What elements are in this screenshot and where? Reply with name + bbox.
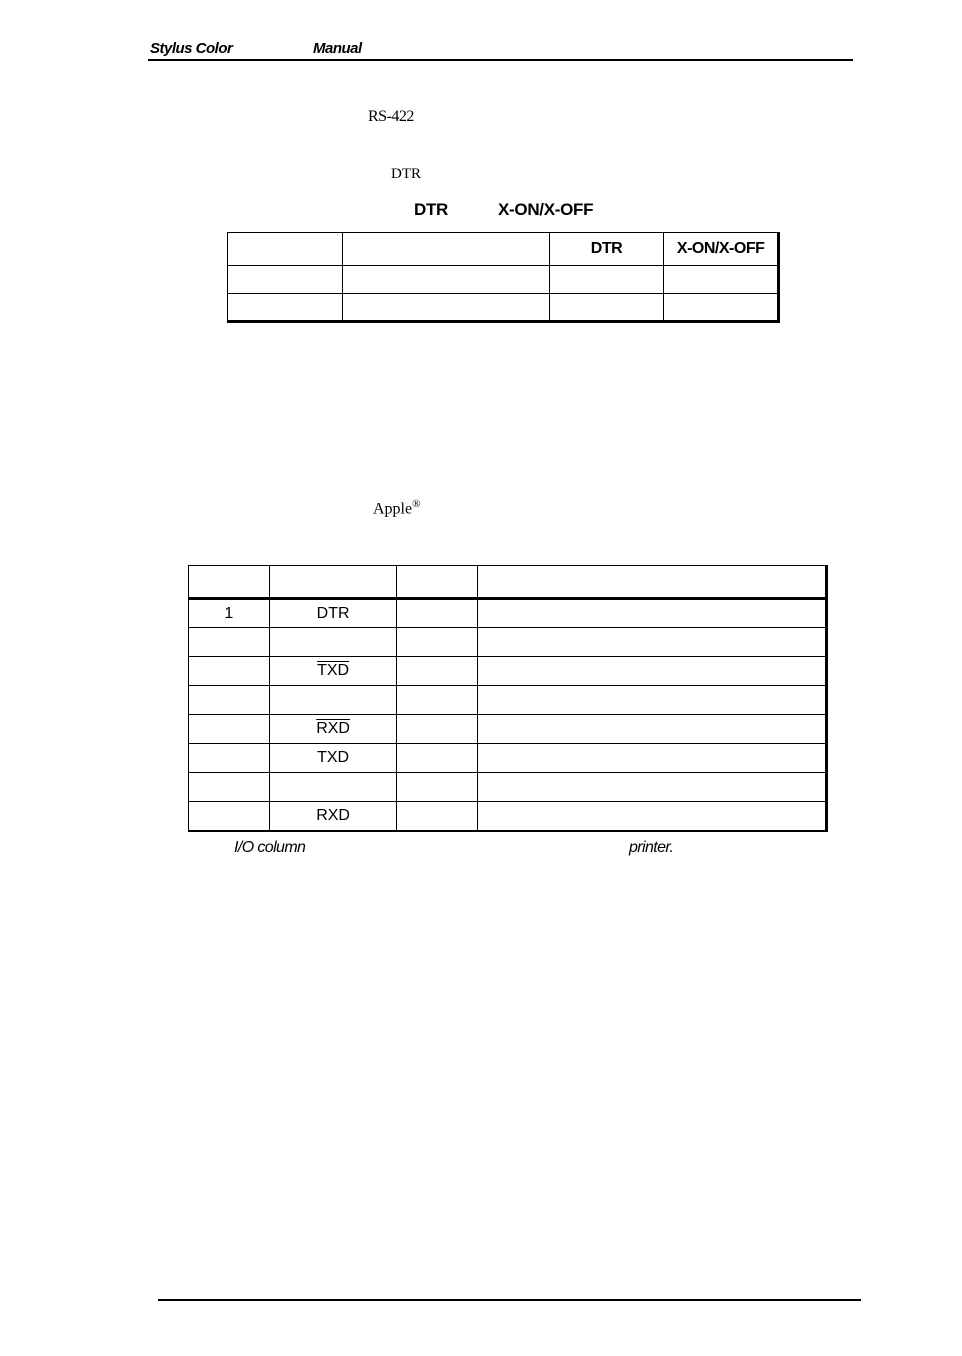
registered-mark: ® (412, 498, 421, 510)
signal-cell: TXD (269, 744, 397, 773)
table-row (228, 266, 779, 294)
table-row (228, 294, 779, 322)
table-cell: DTR (549, 233, 664, 266)
table-cell (664, 294, 779, 322)
signal-cell (269, 715, 397, 744)
desc-cell (478, 744, 827, 773)
pin-cell (189, 628, 270, 657)
pin-cell (189, 773, 270, 802)
table-row (189, 657, 827, 686)
table-row (189, 744, 827, 773)
table-row (189, 802, 827, 831)
io-cell (397, 802, 478, 831)
table-cell (397, 566, 478, 599)
table-cell (549, 266, 664, 294)
io-cell (397, 628, 478, 657)
io-cell (397, 773, 478, 802)
table-row (189, 628, 827, 657)
table-row (189, 773, 827, 802)
table-row (189, 686, 827, 715)
signal-cell (269, 773, 397, 802)
signal-cell (269, 628, 397, 657)
table-row (189, 715, 827, 744)
io-cell (397, 599, 478, 628)
desc-cell (478, 802, 827, 831)
table-row (189, 599, 827, 628)
signal-cell: RXD (269, 802, 397, 831)
io-cell (397, 657, 478, 686)
protocol-table (227, 232, 780, 323)
table-cell (342, 266, 549, 294)
signal-text: $\overline{RXD}$ (316, 720, 350, 737)
header-title-right: Manual (313, 40, 362, 57)
desc-cell (478, 657, 827, 686)
protocol-title-xon: X-ON/X-OFF (498, 200, 594, 219)
table-cell (269, 566, 397, 599)
table-header-row (189, 566, 827, 599)
io-cell (397, 744, 478, 773)
table-cell (189, 566, 270, 599)
table-cell (549, 294, 664, 322)
desc-cell (478, 628, 827, 657)
signal-cell: DTR (269, 599, 397, 628)
table-cell (342, 294, 549, 322)
desc-cell (478, 686, 827, 715)
pin-cell (189, 715, 270, 744)
pin-table (188, 565, 828, 832)
table-cell (228, 233, 343, 266)
io-cell (397, 715, 478, 744)
pin-cell (189, 657, 270, 686)
desc-cell (478, 715, 827, 744)
table-cell (228, 266, 343, 294)
table-cell (228, 294, 343, 322)
pin-cell (189, 686, 270, 715)
pin-cell: 1 (189, 599, 270, 628)
rs422-text: RS-422 (368, 108, 414, 125)
table-cell: X-ON/X-OFF (664, 233, 779, 266)
dtr-inline-text: DTR (391, 166, 421, 182)
header-rule (148, 59, 853, 61)
protocol-title-dtr: DTR (414, 200, 449, 219)
header-title-left: Stylus Color (150, 40, 233, 57)
apple-word: Apple (373, 500, 413, 518)
desc-cell (478, 773, 827, 802)
note-left: I/O column (234, 839, 306, 856)
signal-cell (269, 686, 397, 715)
table-cell (342, 233, 549, 266)
table-header-row (228, 233, 779, 266)
signal-text: $\overline{TXD}$ (317, 662, 350, 679)
io-cell (397, 686, 478, 715)
apple-text (373, 498, 420, 518)
pin-cell (189, 744, 270, 773)
note-right: printer. (629, 839, 674, 856)
desc-cell (478, 599, 827, 628)
table-cell (664, 266, 779, 294)
footer-rule (158, 1299, 861, 1301)
table-cell (478, 566, 827, 599)
signal-cell (269, 657, 397, 686)
pin-cell (189, 802, 270, 831)
